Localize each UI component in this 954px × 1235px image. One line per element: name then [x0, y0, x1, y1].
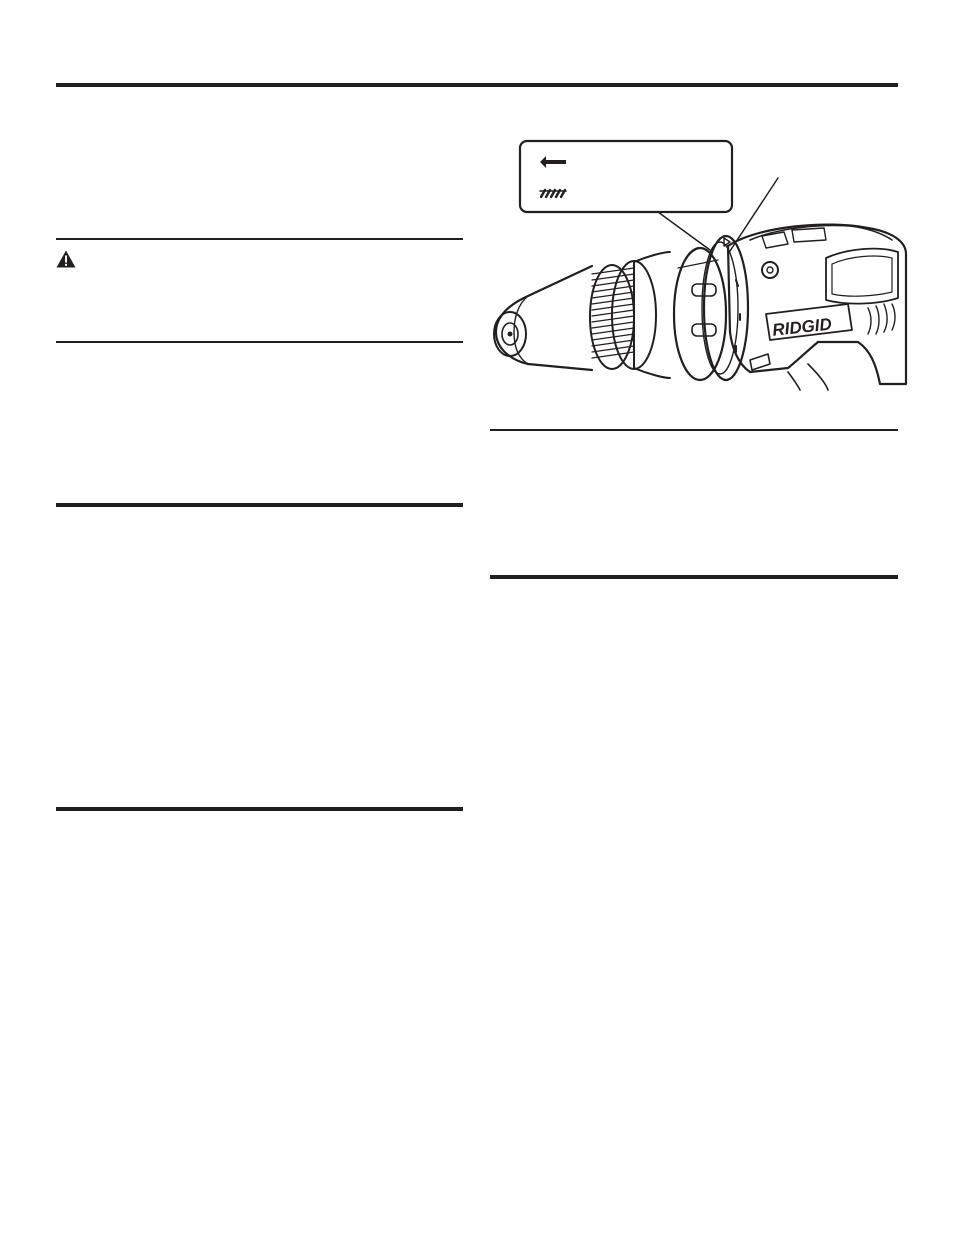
hammer-mode-icon: [540, 190, 566, 197]
drill-mode-icon: [540, 156, 566, 168]
section-rule-right: [490, 575, 898, 579]
figure-bottom-rule: [490, 429, 898, 431]
brand-logo: RIDGID: [771, 314, 833, 340]
warning-bottom-rule: [56, 341, 463, 343]
drill-mode-selector-figure: [488, 128, 908, 398]
selector-knob: [762, 262, 778, 278]
warning-top-rule: [56, 238, 463, 240]
chuck-cone: [496, 266, 592, 370]
warning-triangle-icon: [56, 250, 76, 268]
callout-box: [520, 141, 732, 212]
section-rule-left-1: [56, 503, 463, 507]
top-header-rule: [56, 83, 898, 87]
section-rule-left-2: [56, 807, 463, 811]
leader-line-1: [658, 212, 710, 250]
